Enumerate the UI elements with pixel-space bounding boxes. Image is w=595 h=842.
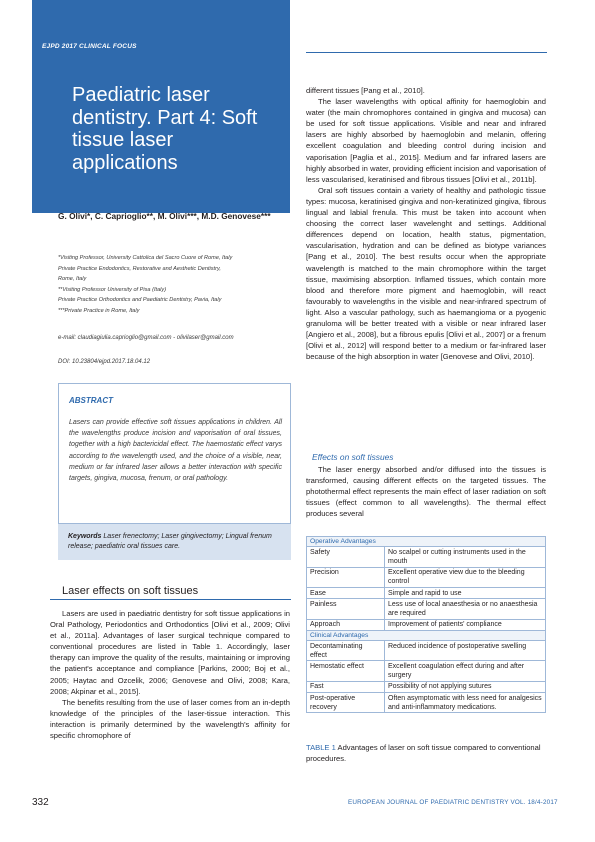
affiliation-line: ***Private Practice in Rome, Italy xyxy=(58,307,140,314)
table-row: Painless Less use of local anaesthesia or no anaesthesia are required xyxy=(307,599,546,619)
paragraph: different tissues [Pang et al., 2010]. xyxy=(306,86,425,95)
keywords-label: Keywords xyxy=(68,533,102,540)
paragraph: Lasers are used in paediatric dentistry for soft tissue applications in Oral Pathology, Periodontics and Orthodontics [Olivi et al., 2009; Olivi et al., 2011a]. Advantages of laser surgical technique compared to conventional procedures are listed in Table 1. Accordingly, laser therapy can improve the quality of the results, maintaining or improving the patient's acceptance and compliance [Parkins, 2000; Boj et al., 2005; Haytac and Ozcelik, 2006; Genovese and Olivi, 2008; Kara, 2008; Akpinar et al., 2015]. xyxy=(50,609,290,696)
table-group-header: Clinical Advantages xyxy=(307,630,546,640)
table-row: Hemostatic effect Excellent coagulation effect during and after surgery xyxy=(307,661,546,681)
table-row: Decontaminating effect Reduced incidence of postoperative swelling xyxy=(307,641,546,661)
author-list: G. Olivi*, C. Caprioglio**, M. Olivi***, M.D. Genovese*** xyxy=(58,211,271,221)
abstract-heading: ABSTRACT xyxy=(69,396,113,405)
keywords xyxy=(68,532,284,552)
affiliation-line: Private Practice Orthodontics and Paediatric Dentistry, Pavia, Italy xyxy=(58,297,222,303)
page-number: 332 xyxy=(32,797,49,808)
subsection-heading: Effects on soft tissues xyxy=(312,452,394,462)
table-row: Fast Possibility of not applying sutures xyxy=(307,681,546,692)
abstract-box xyxy=(58,383,291,524)
top-divider xyxy=(306,52,547,53)
affiliation-line: Rome, Italy xyxy=(58,276,87,282)
abstract-text: Lasers can provide effective soft tissues applications in children. All the wavelengths produce incision and vaporisation of oral tissues, together with a high bactericidal effect. The haemostatic effect varys according to the wavelength used, and the choice of a visible, near, medium or far infrared laser allows a better interaction with specific targets, gingiva, mucosa, frenum, or oral pathology. xyxy=(69,419,282,483)
paragraph: The laser energy absorbed and/or diffused into the tissues is transformed, causing different effects on the targeted tissues. The photothermal effect represents the main effect of laser radiation on soft tissues (effect common to all wavelengths). The thermal effect produces several xyxy=(306,465,546,519)
table-row: Approach Improvement of patients' compliance xyxy=(307,619,546,630)
table-row: Post-operative recovery Often asymptomatic with less need for analgesics and anti-inflammatory medications. xyxy=(307,693,546,713)
table-row: Safety No scalpel or cutting instruments used in the mouth xyxy=(307,547,546,567)
table-caption xyxy=(306,742,546,764)
keywords-text: Laser frenectomy; Laser gingivectomy; Lingual frenum release; paediatric oral tissues care. xyxy=(68,533,272,550)
affiliations xyxy=(58,253,288,316)
table-caption-label: TABLE 1 xyxy=(306,743,336,752)
affiliation-line: **Visiting Professor University of Pisa (Italy) xyxy=(58,286,167,293)
affiliation-line: *Visiting Professor, University Cattolica del Sacro Cuore of Rome, Italy xyxy=(58,255,233,261)
paragraph: Oral soft tissues contain a variety of healthy and pathologic tissue types: mucosa, keratinised gingiva and non-keratinized gingiva, fibrous lingual and labial frenula. This must be taken into account when choosing the correct laser wavelenght and settings. Additional differences depend on location, health status, pigmentation, vascularisation, hydration and can be defined as biotype variances [Pang et al., 2010]. The best results occur when the appropriate wavelength is matched to the main chromophore within the target tissue, maximising absorption. Inflamed tissues, which contain more blood and therefore more pigment and haemoglobin, will react favourably to wavelengths in the visible and near-infrared spectrum of light. Also a vascular pathology, such as haemangioma or a pyogenic granuloma will be better treated with a visible or near infrared laser [Angiero et al., 2008], but a fibrous epulis [Olivi et al., 2007] or a frenum [Olivi et al., 2012] will respond better to a medium or far-infrared laser because of the high absorption in water [Genovese and Olivi, 2010]. xyxy=(306,185,546,362)
keywords-box xyxy=(58,524,291,560)
paragraph: The laser wavelengths with optical affinity for haemoglobin and water (the main chromophores contained in gingiva and mucosa) can be used for soft tissue applications. Visible and near and infrared lasers are highly absorbed by haemoglobin and melanin, offering excellent coagulation and bleeding control during incision and vaporisation [Paglia et al., 2015]. Medium and far infrared lasers are highly absorbed in water, providing efficient incision and vaporisation of less vascularised, keratinised and fibrous tissues [Olivi et al., 2011b]. xyxy=(306,97,546,184)
table-row: Ease Simple and rapid to use xyxy=(307,588,546,599)
doi: DOI: 10.23804/ejpd.2017.18.04.12 xyxy=(58,359,151,365)
section-heading: Laser effects on soft tissues xyxy=(62,585,199,597)
table-row: Precision Excellent operative view due to the bleeding control xyxy=(307,567,546,587)
journal-footer: EUROPEAN JOURNAL OF PAEDIATRIC DENTISTRY VOL. 18/4-2017 xyxy=(348,799,558,806)
left-body-text xyxy=(50,608,290,741)
section-divider xyxy=(50,599,291,600)
section-kicker: EJPD 2017 CLINICAL FOCUS xyxy=(42,43,137,50)
table-group-header: Operative Advantages xyxy=(307,537,546,547)
paragraph: The benefits resulting from the use of laser comes from an in-depth knowledge of the principles of the laser-tissue interaction. This interaction is primarily determined by the wavelength's affinity for specific chromophore of xyxy=(50,697,290,741)
contact-email: e-mail: claudiagiulia.caprioglio@gmail.com - olivilaser@gmail.com xyxy=(58,335,234,341)
article-title: Paediatric laser dentistry. Part 4: Soft tissue laser applications xyxy=(72,84,258,174)
affiliation-line: Private Practice Endodontics, Restorative and Aesthetic Dentistry, xyxy=(58,265,221,272)
advantages-table xyxy=(306,536,546,713)
right-body-text xyxy=(306,85,546,362)
table-caption-text: Advantages of laser on soft tissue compared to conventional procedures. xyxy=(306,743,541,763)
